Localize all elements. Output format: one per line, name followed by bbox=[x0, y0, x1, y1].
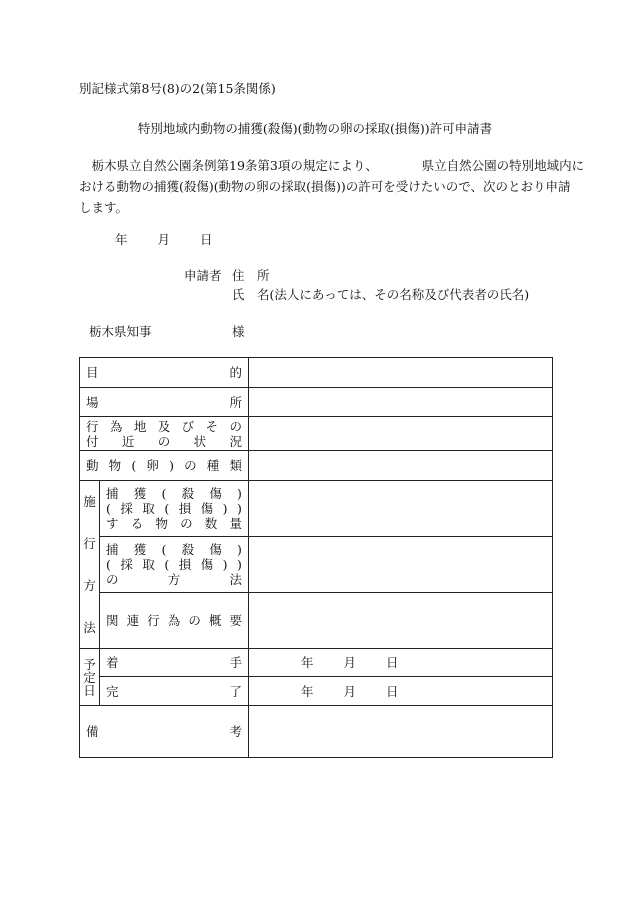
label-char: 況 bbox=[229, 433, 242, 449]
label-char: ) bbox=[222, 557, 228, 572]
label-char: 予 bbox=[83, 656, 96, 672]
row-end bbox=[80, 677, 553, 706]
label-char: 傷 bbox=[209, 486, 222, 501]
label-char: ( bbox=[106, 501, 111, 516]
label-char: の bbox=[180, 516, 193, 531]
label-char: 方 bbox=[83, 577, 96, 593]
remarks-value[interactable] bbox=[249, 706, 553, 758]
label-char: 及 bbox=[157, 418, 171, 434]
start-date-value[interactable] bbox=[249, 649, 553, 677]
label-char: ) bbox=[237, 486, 242, 501]
species-value[interactable] bbox=[249, 451, 553, 481]
label-char: 的 bbox=[229, 365, 242, 380]
applicant-label: 申請者 bbox=[184, 268, 222, 283]
species-label bbox=[80, 451, 249, 481]
addressee-governor: 栃木県知事 bbox=[89, 324, 152, 339]
label-char: 採 bbox=[120, 501, 133, 516]
label-char: 行 bbox=[86, 418, 99, 434]
label-char: ) bbox=[237, 542, 242, 557]
label-char: 取 bbox=[142, 557, 155, 572]
label-char: 類 bbox=[229, 458, 242, 473]
area-condition-value[interactable] bbox=[249, 417, 553, 451]
label-char: 捕 bbox=[106, 542, 119, 557]
place-value[interactable] bbox=[249, 388, 553, 417]
label-char: の bbox=[157, 433, 171, 449]
schedule-section-label bbox=[80, 649, 100, 706]
area-condition-label bbox=[80, 417, 249, 451]
method-label bbox=[100, 537, 249, 593]
label-char: 損 bbox=[178, 501, 192, 516]
label-char: 施 bbox=[83, 494, 96, 510]
label-char: 数 bbox=[204, 516, 218, 531]
label-char: 地 bbox=[133, 418, 147, 434]
label-char: 連 bbox=[126, 613, 140, 628]
date-year-label: 年 bbox=[115, 232, 128, 247]
label-char: 捕 bbox=[106, 486, 119, 501]
label-char: ) bbox=[222, 501, 228, 516]
label-char: 物 bbox=[155, 516, 168, 531]
label-char: 獲 bbox=[133, 542, 147, 557]
row-remarks bbox=[80, 706, 553, 758]
row-purpose bbox=[80, 358, 553, 388]
label-char: び bbox=[181, 418, 195, 434]
label-char: の bbox=[188, 613, 201, 628]
label-char: す bbox=[106, 516, 119, 531]
date-day-label: 日 bbox=[200, 232, 213, 247]
label-char: 所 bbox=[229, 394, 242, 410]
purpose-value[interactable] bbox=[249, 358, 553, 388]
row-species bbox=[80, 451, 553, 481]
start-label bbox=[100, 649, 249, 677]
start-year: 年 bbox=[301, 655, 314, 670]
label-char: ) bbox=[169, 458, 174, 473]
label-char: 法 bbox=[229, 572, 242, 587]
method-section-label bbox=[80, 481, 100, 649]
row-place bbox=[80, 388, 553, 417]
related-activity-label bbox=[100, 593, 249, 649]
label-char: 採 bbox=[120, 557, 133, 572]
purpose-label bbox=[80, 358, 249, 388]
label-char: 殺 bbox=[181, 486, 195, 501]
label-char: 傷 bbox=[200, 501, 214, 516]
end-date-value[interactable] bbox=[249, 677, 553, 706]
row-related bbox=[80, 593, 553, 649]
label-char: 獲 bbox=[133, 486, 147, 501]
end-day: 日 bbox=[386, 683, 399, 699]
label-char: 関 bbox=[106, 613, 119, 628]
label-char: 場 bbox=[86, 394, 99, 410]
label-char: 行 bbox=[83, 536, 96, 552]
label-char: 傷 bbox=[209, 542, 222, 557]
application-statement bbox=[79, 155, 585, 218]
start-day: 日 bbox=[386, 655, 399, 670]
end-month: 月 bbox=[343, 683, 357, 699]
label-char: ( bbox=[164, 501, 170, 516]
label-char: 行 bbox=[147, 613, 160, 628]
label-char: 了 bbox=[229, 683, 242, 699]
label-char: 状 bbox=[193, 433, 207, 449]
label-char: 付 bbox=[86, 433, 99, 449]
label-char: 方 bbox=[167, 572, 181, 587]
end-year: 年 bbox=[301, 683, 314, 699]
label-char: 着 bbox=[106, 655, 119, 670]
row-count bbox=[80, 481, 553, 537]
form-number: 別記様式第8号(8)の2(第15条関係) bbox=[79, 81, 276, 96]
row-start bbox=[80, 649, 553, 677]
end-label bbox=[100, 677, 249, 706]
label-char: 定 bbox=[83, 669, 96, 685]
label-char: 取 bbox=[142, 501, 155, 516]
label-char: 近 bbox=[121, 433, 135, 449]
start-month: 月 bbox=[343, 655, 357, 670]
label-char: 物 bbox=[108, 458, 122, 473]
statement-line-3: します。 bbox=[79, 200, 129, 215]
applicant-address-field[interactable]: 住 所 bbox=[232, 268, 270, 283]
label-char: 手 bbox=[229, 655, 242, 670]
applicant-name-field[interactable]: 氏 名(法人にあっては、その名称及び代表者の氏名) bbox=[232, 287, 530, 302]
remarks-label bbox=[80, 706, 249, 758]
label-char: ( bbox=[131, 458, 137, 473]
count-label bbox=[100, 481, 249, 537]
addressee-honorific: 様 bbox=[232, 324, 245, 339]
place-label bbox=[80, 388, 249, 417]
label-char: ( bbox=[106, 557, 111, 572]
label-char: 損 bbox=[178, 557, 192, 572]
label-char: 種 bbox=[206, 458, 220, 473]
label-char: 動 bbox=[86, 458, 99, 473]
date-month-label: 月 bbox=[157, 232, 171, 247]
label-char: 目 bbox=[86, 365, 99, 380]
label-char: 殺 bbox=[181, 542, 195, 557]
application-form-table bbox=[79, 357, 553, 758]
count-value[interactable] bbox=[249, 481, 553, 537]
label-char: の bbox=[184, 458, 197, 473]
label-char: 備 bbox=[86, 724, 99, 739]
label-char: 量 bbox=[229, 516, 242, 531]
related-activity-value[interactable] bbox=[249, 593, 553, 649]
label-char: ( bbox=[164, 557, 170, 572]
label-char: ) bbox=[237, 501, 242, 516]
label-char: 為 bbox=[167, 613, 181, 628]
label-char: 考 bbox=[229, 724, 242, 739]
statement-line-1: 栃木県立自然公園条例第19条第3項の規定により、 県立自然公園の特別地域内に bbox=[79, 158, 585, 173]
row-method bbox=[80, 537, 553, 593]
label-char: ( bbox=[161, 486, 167, 501]
label-char: る bbox=[130, 516, 144, 531]
label-char: 完 bbox=[106, 683, 119, 699]
label-char: そ bbox=[205, 418, 219, 434]
document-title: 特別地域内動物の捕獲(殺傷)(動物の卵の採取(損傷))許可申請書 bbox=[137, 121, 493, 136]
label-char: 為 bbox=[109, 418, 123, 434]
method-value[interactable] bbox=[249, 537, 553, 593]
label-char: 法 bbox=[83, 619, 96, 635]
label-char: 卵 bbox=[146, 458, 159, 473]
label-char: 要 bbox=[229, 613, 242, 628]
label-char: 日 bbox=[83, 682, 96, 698]
label-char: ( bbox=[161, 542, 167, 557]
label-char: 傷 bbox=[200, 557, 214, 572]
application-date[interactable] bbox=[115, 232, 213, 247]
label-char: ) bbox=[237, 557, 242, 572]
label-char: 概 bbox=[208, 613, 222, 628]
statement-line-2: おける動物の捕獲(殺傷)(動物の卵の採取(損傷))の許可を受けたいので、次のとおり申請 bbox=[79, 179, 571, 194]
label-char: の bbox=[106, 572, 119, 587]
label-char: の bbox=[229, 418, 242, 434]
row-area-condition bbox=[80, 417, 553, 451]
